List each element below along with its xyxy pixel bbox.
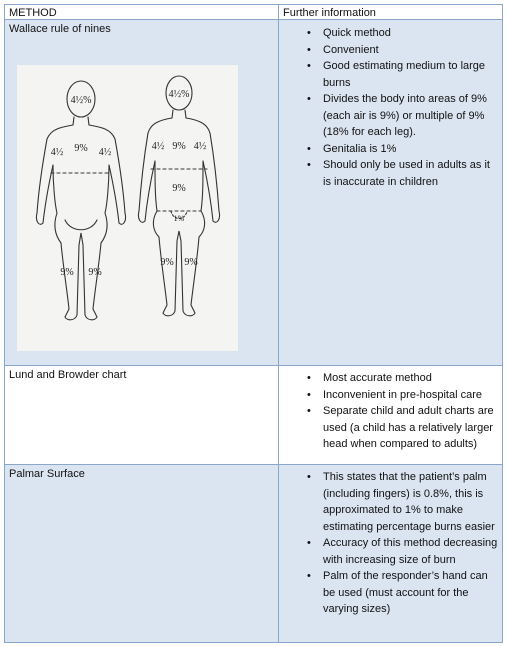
list-item: • Genitalia is 1% xyxy=(323,141,498,158)
burns-method-table xyxy=(4,4,503,643)
info-cell xyxy=(279,366,502,464)
front-leg-right-label: 9% xyxy=(184,257,198,268)
list-item: • This states that the patient’s palm (including fingers) is 0.8%, this is approximated to 1% to make estimating percentage burns easier xyxy=(323,469,498,535)
info-cell xyxy=(279,20,502,365)
info-cell xyxy=(279,465,502,642)
front-arm-left-label: 4½ xyxy=(151,141,165,152)
list-item: • Good estimating medium to large burns xyxy=(323,58,498,91)
back-trunk-label: 9% xyxy=(74,143,88,154)
method-cell xyxy=(5,366,279,464)
list-item: • Most accurate method xyxy=(323,370,498,387)
header-further-information: Further information xyxy=(279,5,502,19)
method-cell xyxy=(5,465,279,642)
list-item: • Accuracy of this method decreasing with increasing size of burn xyxy=(323,535,498,568)
list-item: • Divides the body into areas of 9% (each air is 9%) or multiple of 9% (18% for each leg). xyxy=(323,91,498,141)
back-arm-right-label: 4½ xyxy=(98,147,112,158)
front-arm-right-label: 4½ xyxy=(193,141,207,152)
front-genital-label: 1% xyxy=(173,214,185,223)
table-header-row xyxy=(5,5,502,20)
header-method: METHOD xyxy=(5,5,279,19)
method-cell xyxy=(5,20,279,365)
table-row-palmar-surface xyxy=(5,465,502,642)
table-row-wallace xyxy=(5,20,502,366)
back-head-label: 4½% xyxy=(70,95,92,106)
method-label: Palmar Surface xyxy=(9,468,85,480)
front-abdomen-label: 9% xyxy=(172,183,186,194)
front-chest-label: 9% xyxy=(172,141,186,152)
list-item: • Convenient xyxy=(323,42,498,59)
list-item: • Palm of the responder’s hand can be used (must account for the varying sizes) xyxy=(323,568,498,618)
back-leg-right-label: 9% xyxy=(88,267,102,278)
list-item: • Separate child and adult charts are used (a child has a relatively larger head when compared to adults) xyxy=(323,403,498,453)
front-head-label: 4½% xyxy=(168,89,190,100)
info-list xyxy=(279,465,502,618)
back-leg-left-label: 9% xyxy=(60,267,74,278)
method-label: Wallace rule of nines xyxy=(9,23,111,35)
rule-of-nines-drawing xyxy=(17,65,238,351)
table-row-lund-browder xyxy=(5,366,502,465)
list-item: • Should only be used in adults as it is inaccurate in children xyxy=(323,157,498,190)
rule-of-nines-figure xyxy=(17,65,238,351)
list-item: • Quick method xyxy=(323,25,498,42)
info-list xyxy=(279,366,502,453)
front-leg-left-label: 9% xyxy=(160,257,174,268)
info-list xyxy=(279,20,502,190)
back-arm-left-label: 4½ xyxy=(50,147,64,158)
method-label: Lund and Browder chart xyxy=(9,369,127,381)
list-item: • Inconvenient in pre-hospital care xyxy=(323,387,498,404)
